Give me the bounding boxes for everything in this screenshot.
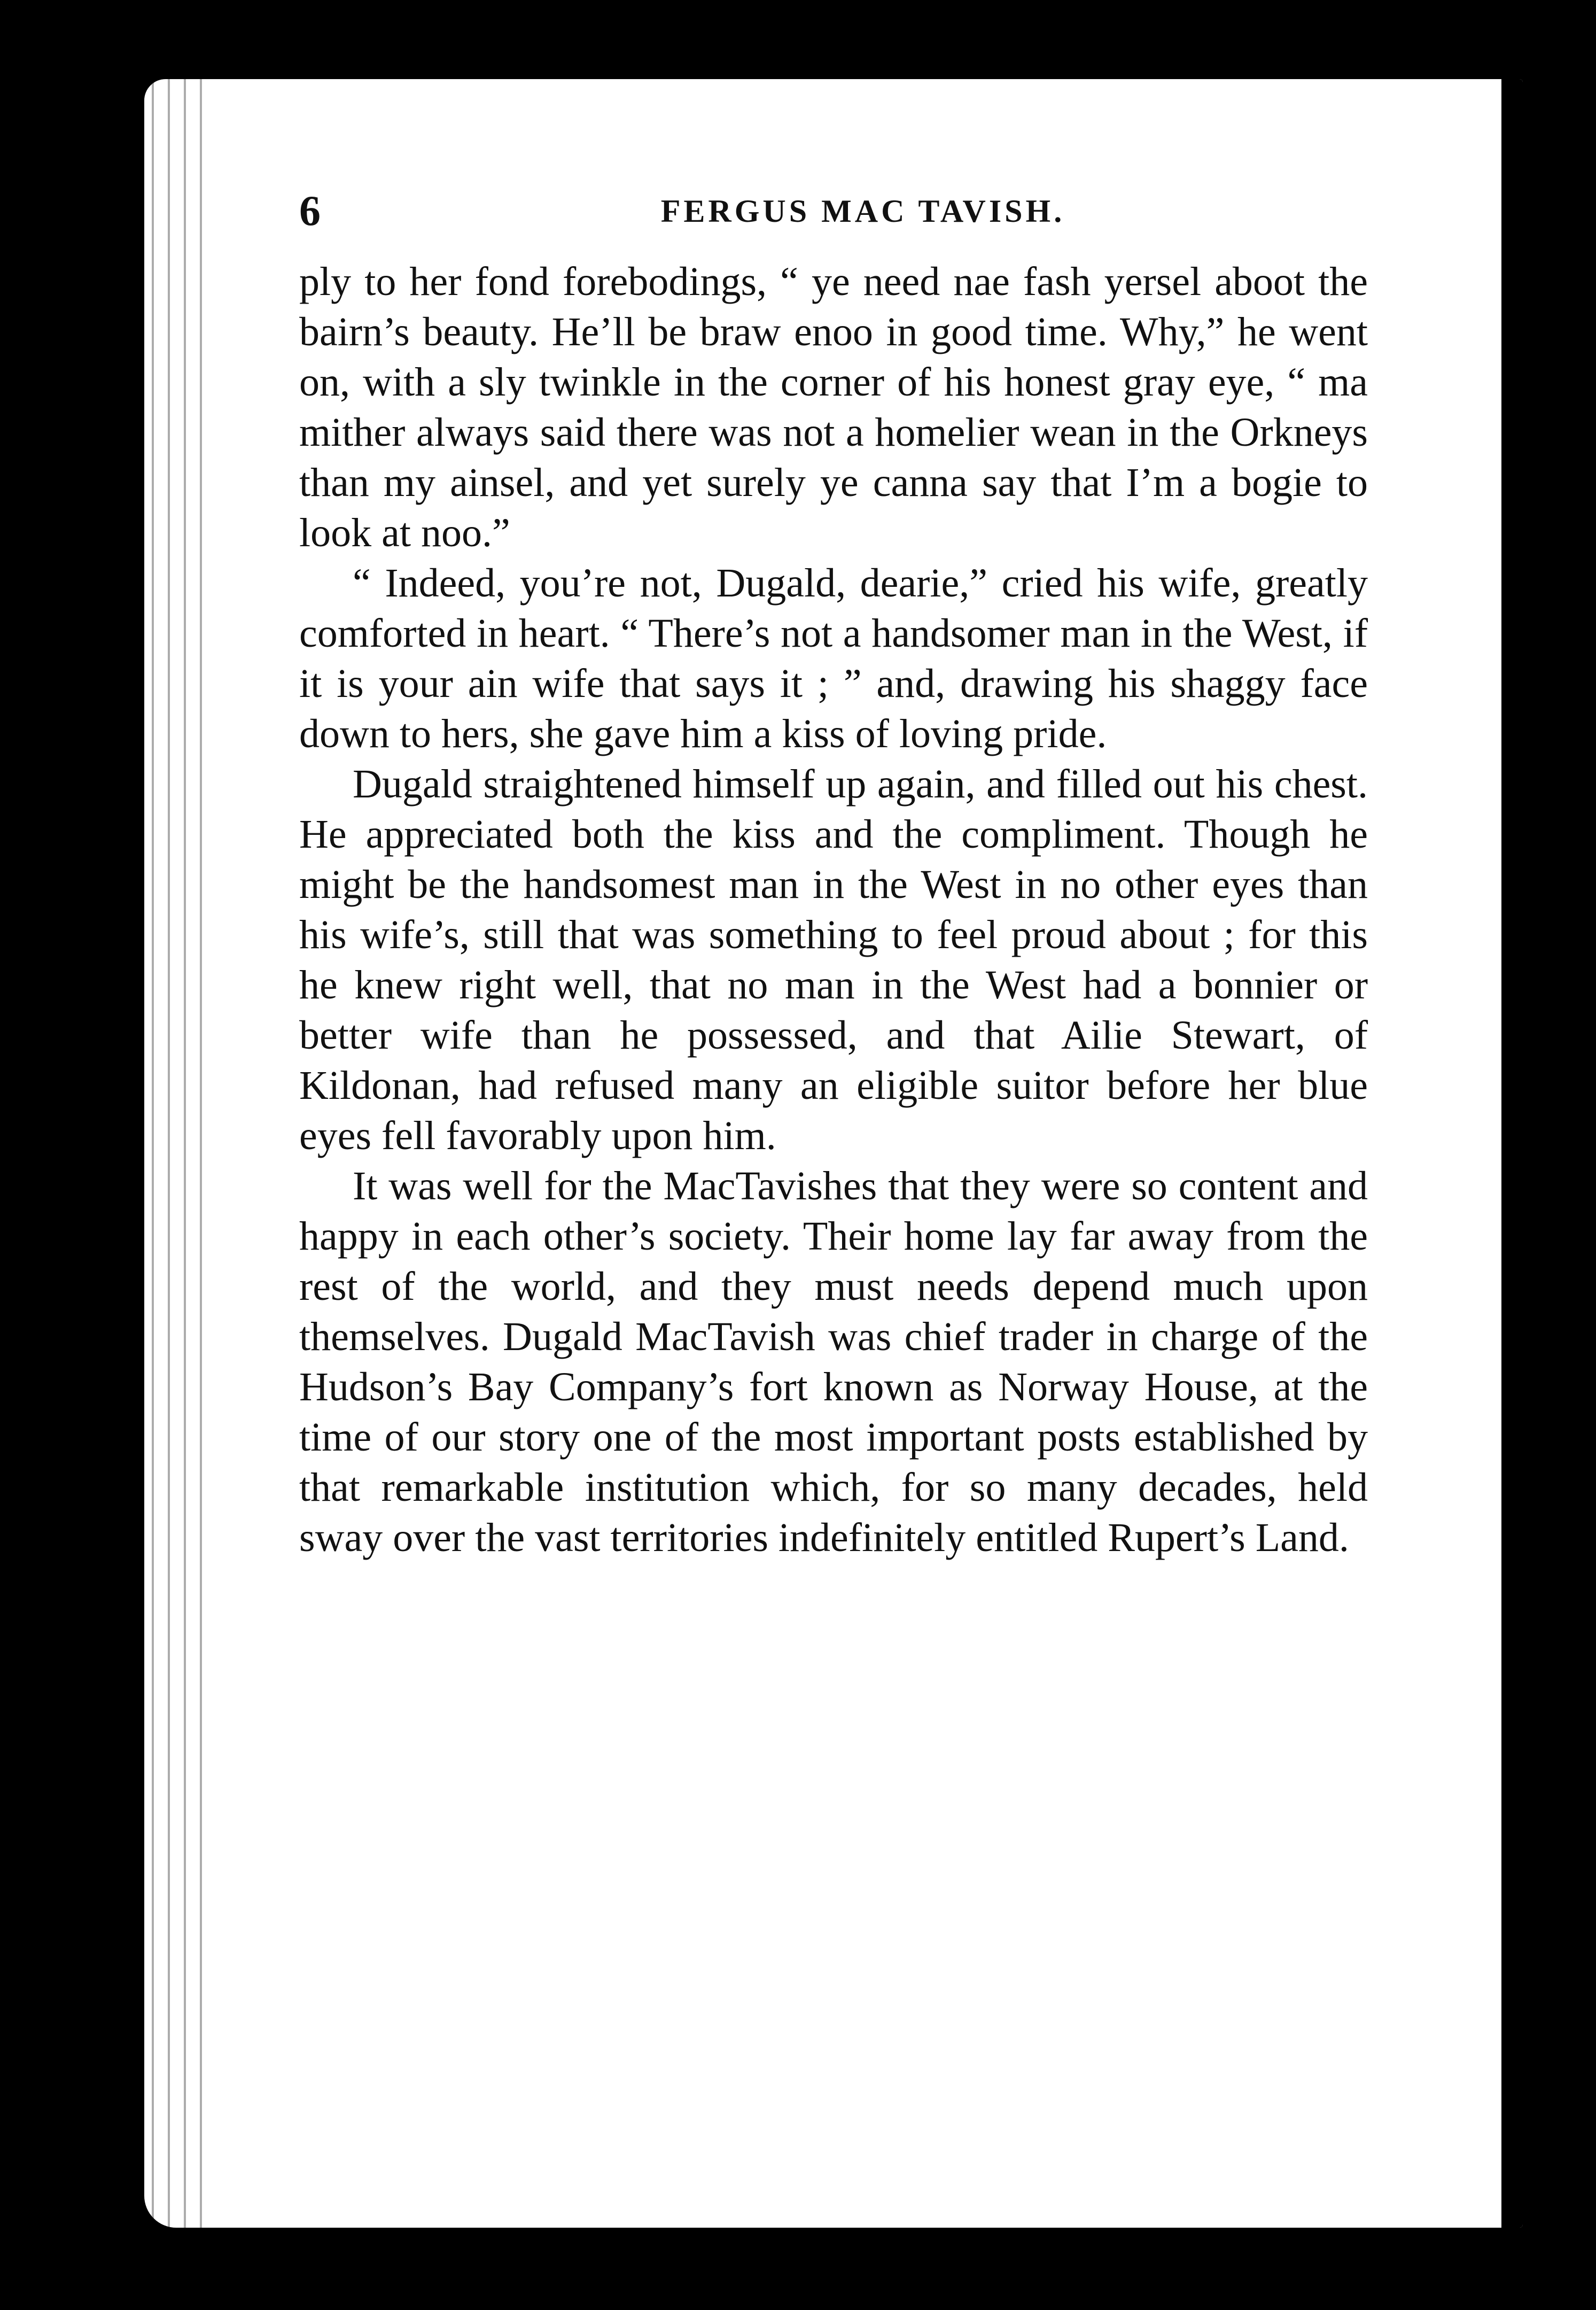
running-head xyxy=(299,179,1427,243)
paragraph-4: It was well for the MacTavishes that they were so content and happy in each other’s society. Their home lay far away from the rest of the world, and they must needs depend much upon themselves. Dugald MacTavish was chief trader in charge of the Hudson’s Bay Company’s fort known as Norway House, at the time of our story one of the most important posts established by that remarkable institution which, for so many decades, held sway over the vast territories indefinitely entitled Rupert’s Land. xyxy=(299,1164,1368,1560)
paragraph-3: Dugald straightened himself up again, and filled out his chest. He appreciated both the kiss and the compliment. Though he might be the handsomest man in the West in no other eyes than his wife’s, still that was something to feel proud about ; for this he knew right well, that no man in the West had a bonnier or better wife than he possessed, and that Ailie Stewart, of Kildonan, had refused many an eligible suitor before her blue eyes fell favorably upon him. xyxy=(299,762,1368,1158)
page-number: 6 xyxy=(299,188,321,235)
body-text xyxy=(299,257,1368,1563)
page-left-edge-shadow xyxy=(144,79,214,2228)
paragraph-1: ply to her fond forebodings, “ ye need nae fash yersel aboot the bairn’s beauty. He’ll be braw enoo in good time. Why,” he went on, with a sly twinkle in the corner of his honest gray eye, “ ma mither always said there was not a homelier wean in the Orkneys than my ainsel, and yet surely ye canna say that I’m a bogie to look at noo.” xyxy=(299,259,1368,555)
running-title: FERGUS MAC TAVISH. xyxy=(660,193,1065,229)
paragraph-2: “ Indeed, you’re not, Dugald, dearie,” cried his wife, greatly comforted in heart. “ There’s not a handsomer man in the West, if it is your ain wife that says it ; ” and, drawing his shaggy face down to hers, she gave him a kiss of loving pride. xyxy=(299,561,1368,756)
page-right-edge-shadow xyxy=(1501,79,1523,2228)
